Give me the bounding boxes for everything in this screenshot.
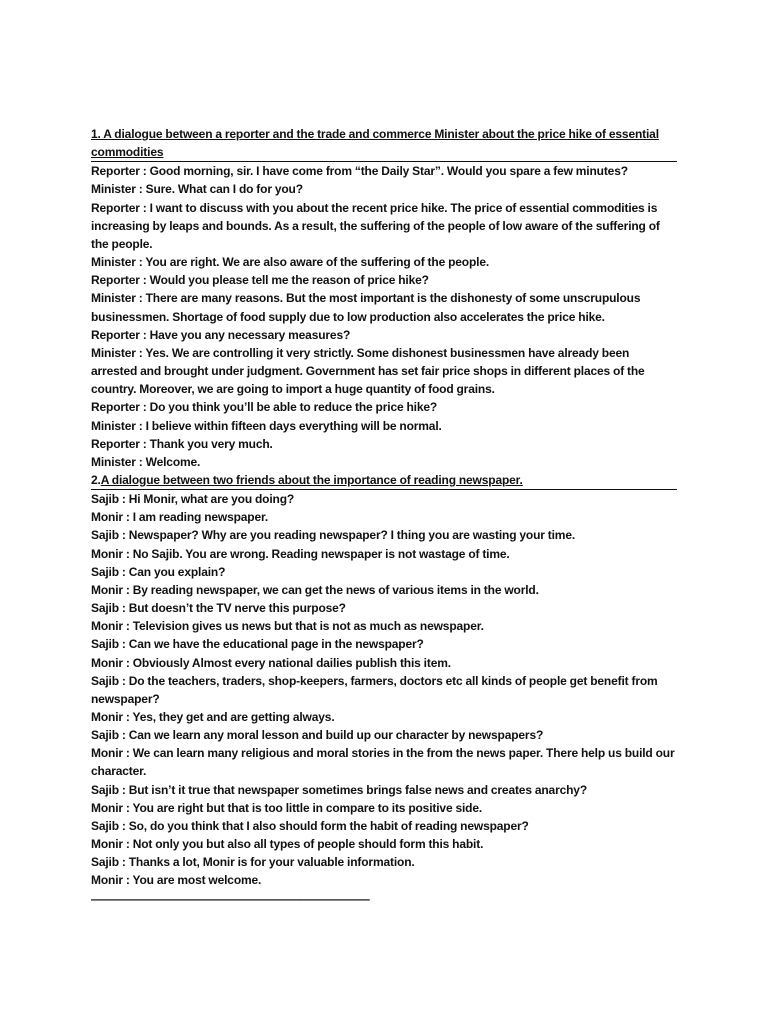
section-2-heading-number: 2.	[91, 472, 101, 487]
dialogue-line: Sajib : Do the teachers, traders, shop-keepers, farmers, doctors etc all kinds of people get benefit from newspaper?	[91, 673, 658, 706]
dialogue-line: Monir : Not only you but also all types of people should form this habit.	[91, 837, 484, 852]
dialogue-line: Sajib : Thanks a lot, Monir is for your valuable information.	[91, 855, 415, 870]
dialogue-line: Monir : We can learn many religious and moral stories in the from the news paper. There help us build our character.	[91, 746, 675, 779]
dialogue-line: Reporter : Would you please tell me the reason of price hike?	[91, 273, 429, 288]
dialogue-line: Monir : Obviously Almost every national dailies publish this item.	[91, 655, 451, 670]
dialogue-line: Minister : I believe within fifteen days everything will be normal.	[91, 418, 442, 433]
dialogue-line: Monir : Yes, they get and are getting always.	[91, 710, 335, 724]
dialogue-line: Monir : No Sajib. You are wrong. Reading newspaper is not wastage of time.	[91, 546, 510, 561]
section-1-heading-text: 1. A dialogue between a reporter and the trade and commerce Minister about the price hike of essential commodities	[91, 127, 659, 160]
dialogue-line: Minister : You are right. We are also aware of the suffering of the people.	[91, 255, 490, 270]
document-body	[91, 125, 677, 908]
dialogue-line: Reporter : I want to discuss with you about the recent price hike. The price of essential commodities is increasing by leaps and bounds. As a result, the suffering of the people of low aware of the suffering of the people.	[91, 200, 660, 251]
dialogue-line: Sajib : But isn’t it true that newspaper sometimes brings false news and creates anarchy?	[91, 782, 587, 797]
dialogue-line: Minister : There are many reasons. But the most important is the dishonesty of some unscrupulous businessmen. Shortage of food supply due to low production also accelerates the price hike.	[91, 291, 641, 324]
dialogue-line: Sajib : Can you explain?	[91, 564, 226, 579]
dialogue-line: Sajib : Can we have the educational page in the newspaper?	[91, 637, 424, 652]
section-2-heading	[91, 471, 677, 490]
dialogue-line: Monir : You are right but that is too little in compare to its positive side.	[91, 800, 483, 815]
section-1-heading	[91, 125, 677, 162]
dialogue-line: Sajib : Newspaper? Why are you reading newspaper? I thing you are wasting your time.	[91, 528, 576, 543]
section-2-heading-text: A dialogue between two friends about the importance of reading newspaper.	[100, 472, 523, 487]
section-1-dialogue	[91, 162, 677, 471]
dialogue-line: Reporter : Good morning, sir. I have come from “the Daily Star”. Would you spare a few minutes?	[91, 164, 628, 179]
dialogue-line: Sajib : Hi Monir, what are you doing?	[91, 492, 295, 507]
dialogue-line: Reporter : Have you any necessary measures?	[91, 327, 351, 342]
dialogue-line: Monir : You are most welcome.	[91, 873, 262, 888]
dialogue-line: Monir : By reading newspaper, we can get the news of various items in the world.	[91, 582, 539, 597]
dialogue-line: Sajib : So, do you think that I also should form the habit of reading newspaper?	[91, 818, 529, 833]
closing-rule: ————————————————————————	[91, 891, 370, 906]
dialogue-line: Reporter : Thank you very much.	[91, 436, 273, 451]
dialogue-line: Monir : Television gives us news but that is not as much as newspaper.	[91, 619, 484, 634]
dialogue-line: Minister : Yes. We are controlling it very strictly. Some dishonest businessmen have already been arrested and brought under judgment. Government has set fair price shops in different places of the country. Moreover, we are going to import a huge quantity of food grains.	[91, 345, 645, 397]
dialogue-line: Sajib : But doesn’t the TV nerve this purpose?	[91, 601, 346, 616]
dialogue-line: Monir : I am reading newspaper.	[91, 510, 269, 525]
dialogue-line: Reporter : Do you think you’ll be able to reduce the price hike?	[91, 400, 438, 415]
dialogue-line: Sajib : Can we learn any moral lesson and build up our character by newspapers?	[91, 728, 544, 743]
section-2-dialogue	[91, 490, 677, 889]
dialogue-line: Minister : Sure. What can I do for you?	[91, 182, 303, 197]
dialogue-line: Minister : Welcome.	[91, 454, 201, 469]
